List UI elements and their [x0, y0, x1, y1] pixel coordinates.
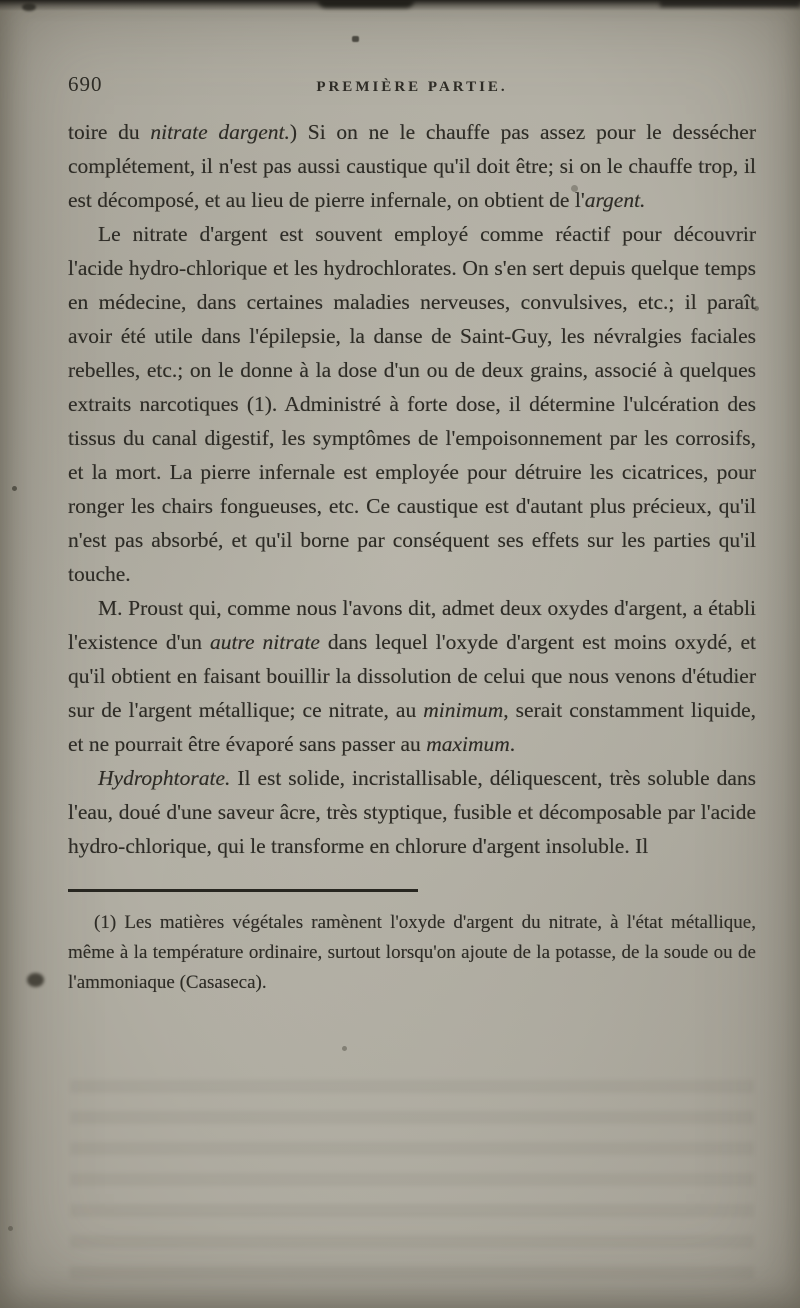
paragraph-nitrate-uses — [68, 217, 756, 591]
text-run: , serait constamment liquide, et ne pourrait être évaporé sans passer au — [68, 698, 756, 756]
text-run-italic: minimum — [423, 698, 504, 722]
ink-blot — [27, 973, 44, 987]
text-run: . — [509, 732, 516, 756]
page-number: 690 — [68, 72, 103, 96]
footnote-separator-rule — [68, 889, 418, 892]
text-run-italic: maximum — [426, 732, 510, 756]
text-run: dans lequel l'oxyde d'argent est moins oxydé, et qu'il obtient en faisant bouillir la dissolution de celui que nous venons d'étudier sur de l'argent métallique; ce nitrate, au — [68, 630, 756, 722]
text-run: M. Proust qui, comme nous l'avons dit, admet deux oxydes d'argent, a établi l'existence d'un — [68, 596, 756, 654]
text-run: toire du — [68, 120, 151, 144]
text-run-italic: nitrate dargent. — [150, 120, 290, 144]
paragraph-hydrophtorate — [68, 761, 756, 863]
verso-bleed-through — [70, 1080, 754, 1286]
footnote-marker: (1) — [94, 911, 125, 933]
text-run: Le nitrate d'argent est souvent employé comme réactif pour découvrir l'acide hydro-chlorique et les hydrochlorates. On s'en sert depuis quelque temps en médecine, dans certaines maladies nerveuses, convulsives, etc.; il paraît avoir été utile dans l'épilepsie, la danse de Saint-Guy, les névralgies faciales rebelles, etc.; on le donne à la dose d'un ou de deux grains, associé à quelques extraits narcotiques (1). Administré à forte dose, il détermine l'ulcération des tissus du canal digestif, les symptômes de l'empoisonnement par les corrosifs, et la mort. La pierre infernale est employée pour détruire les cicatrices, pour ronger les chairs fongueuses, etc. Ce caustique est d'autant plus précieux, qu'il n'est pas absorbé, et qu'il borne par conséquent ses effets sur les parties qu'il touche. — [68, 222, 756, 586]
text-run: Il est solide, incristallisable, déliquescent, très soluble dans l'eau, doué d'une saveur âcre, très styptique, fusible et décomposable par l'acide hydro-chlorique, qui le transforme en chlorure d'argent insoluble. Il — [68, 766, 756, 858]
footnote — [68, 908, 756, 998]
text-run-italic: Hydrophtorate. — [98, 766, 231, 790]
text-run: ) Si on ne le chauffe pas assez pour le dessécher complétement, il n'est pas aussi caustique qu'il doit être; si on le chauffe trop, il est décomposé, et au lieu de pierre infernale, on obtient de l' — [68, 120, 756, 212]
footnote-text: Les matières végétales ramènent l'oxyde d'argent du nitrate, à l'état métallique, même à la température ordinaire, surtout lorsqu'on ajoute de la potasse, de la soude ou de l'ammoniaque (Casaseca). — [68, 911, 756, 993]
paragraph-continuation — [68, 115, 756, 217]
text-run-italic: argent. — [584, 188, 646, 212]
running-title: PREMIÈRE PARTIE. — [316, 79, 508, 95]
paragraph-proust — [68, 591, 756, 761]
scan-corner-mark — [22, 3, 36, 11]
page-body — [68, 115, 756, 863]
scan-edge-mark — [352, 36, 359, 42]
running-header — [68, 72, 756, 97]
scan-top-edge — [0, 0, 800, 11]
text-run-italic: autre nitrate — [209, 630, 320, 654]
